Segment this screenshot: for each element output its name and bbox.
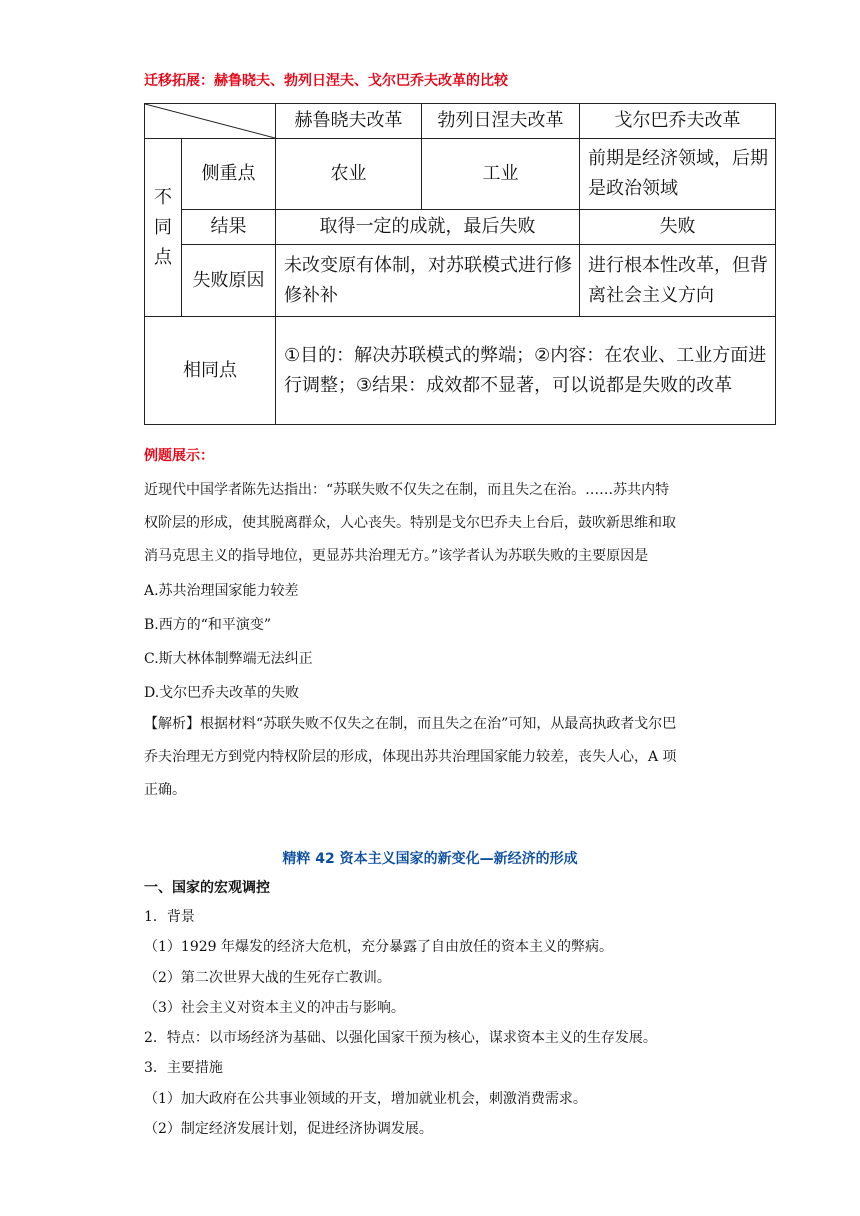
- list-item: 2．特点：以市场经济为基础、以强化国家干预为核心，谋求资本主义的生存发展。: [144, 1030, 657, 1046]
- option-c: C.斯大林体制弊端无法纠正: [144, 651, 313, 667]
- list-item: （2）制定经济发展计划，促进经济协调发展。: [144, 1121, 433, 1137]
- difference-group-label: 不 同 点: [145, 139, 182, 317]
- row-label-result: 结果: [182, 210, 276, 245]
- focus-khrushchev: 农业: [276, 139, 422, 210]
- list-item: （1）加大政府在公共事业领域的开支，增加就业机会，刺激消费需求。: [144, 1091, 587, 1107]
- section-heading: 一、国家的宏观调控: [144, 880, 270, 896]
- result-khrushchev-brezhnev: 取得一定的成就，最后失败: [276, 210, 580, 245]
- section-title: 精粹 42 资本主义国家的新变化—新经济的形成: [282, 851, 578, 867]
- extension-heading: 迁移拓展：赫鲁晓夫、勃列日涅夫、戈尔巴乔夫改革的比较: [144, 73, 508, 89]
- focus-gorbachev: 前期是经济领域，后期是政治领域: [580, 139, 776, 210]
- option-d: D.戈尔巴乔夫改革的失败: [144, 685, 300, 701]
- list-item: （1）1929 年爆发的经济大危机，充分暴露了自由放任的资本主义的弊病。: [144, 939, 613, 955]
- result-gorbachev: 失败: [580, 210, 776, 245]
- question-text: 近现代中国学者陈先达指出：“苏联失败不仅失之在制，而且失之在治。……苏共内特 权阶层的形成，使其脱离群众，人心丧失。特别是戈尔巴乔夫上台后，鼓吹新思维和取 消马克思主义的指导地位，更显苏共治理无方。”该学者认为苏联失败的主要原因是: [144, 482, 676, 564]
- list-item: （3）社会主义对资本主义的冲击与影响。: [144, 1000, 405, 1016]
- comparison-table: [144, 103, 776, 425]
- list-item: 3．主要措施: [144, 1060, 223, 1076]
- row-label-focus: 侧重点: [182, 139, 276, 210]
- list-item: 1．背景: [144, 909, 195, 925]
- common-points: ①目的：解决苏联模式的弊端；②内容：在农业、工业方面进行调整；③结果：成效都不显著，可以说都是失败的改革: [276, 317, 776, 425]
- row-label-common: 相同点: [145, 317, 276, 425]
- reason-khrushchev-brezhnev: 未改变原有体制，对苏联模式进行修修补补: [276, 245, 580, 317]
- reason-gorbachev: 进行根本性改革，但背离社会主义方向: [580, 245, 776, 317]
- header-khrushchev: 赫鲁晓夫改革: [276, 104, 422, 139]
- option-b: B.西方的“和平演变”: [144, 617, 272, 633]
- example-title: 例题展示：: [144, 448, 214, 464]
- header-gorbachev: 戈尔巴乔夫改革: [580, 104, 776, 139]
- header-brezhnev: 勃列日涅夫改革: [422, 104, 580, 139]
- focus-brezhnev: 工业: [422, 139, 580, 210]
- option-a: A.苏共治理国家能力较差: [144, 583, 299, 599]
- row-label-reason: 失败原因: [182, 245, 276, 317]
- diagonal-header-cell: [145, 104, 276, 139]
- list-item: （2）第二次世界大战的生死存亡教训。: [144, 970, 391, 986]
- analysis-text: 【解析】根据材料“苏联失败不仅失之在制，而且失之在治”可知，从最高执政者戈尔巴 乔夫治理无方到党内特权阶层的形成，体现出苏共治理国家能力较差，丧失人心，A 项 正确。: [144, 716, 677, 798]
